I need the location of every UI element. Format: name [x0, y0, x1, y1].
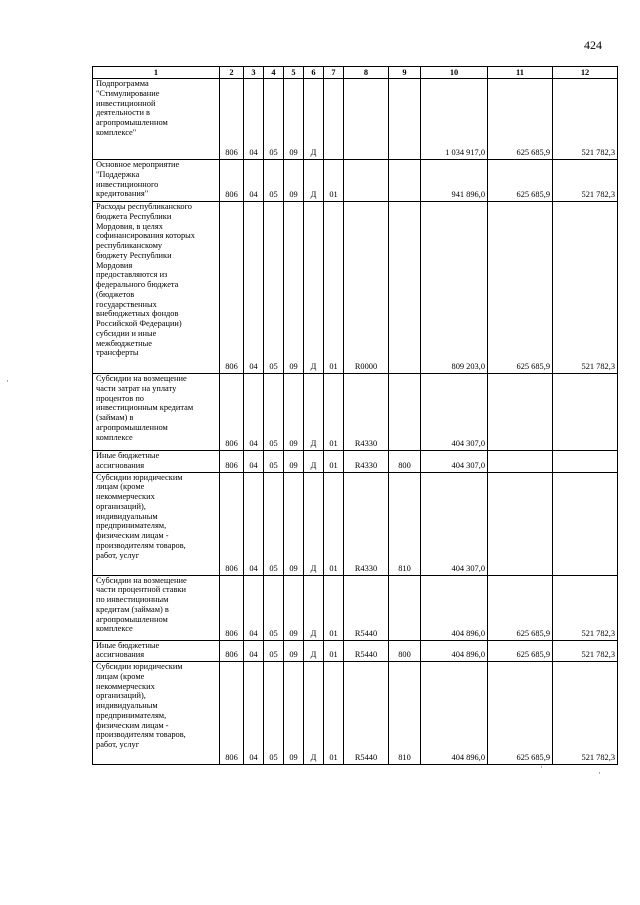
table-row	[93, 662, 618, 765]
description-line: агропромышленном	[96, 118, 168, 127]
description-line: лицам (кроме	[96, 482, 145, 492]
table-cell-c9: 800	[389, 640, 421, 662]
row-description	[93, 451, 220, 473]
table-cell-c2: 806	[220, 640, 244, 662]
table-cell-c11: 625 685,9	[488, 575, 553, 640]
description-line: Иные бюджетные	[96, 451, 160, 460]
table-cell-c8: R5440	[344, 662, 389, 765]
description-line: физическим лицам -	[96, 531, 169, 540]
description-line: деятельности в	[96, 108, 150, 118]
row-description	[93, 202, 220, 374]
column-header: 3	[244, 67, 264, 79]
description-line: предоставляются из	[96, 270, 168, 280]
table-cell-c3: 04	[244, 79, 264, 160]
description-line: комплексе	[96, 432, 133, 442]
table-cell-c8: R4330	[344, 451, 389, 473]
table-cell-c4: 05	[264, 640, 284, 662]
table-cell-c12: 521 782,3	[553, 202, 618, 374]
column-header: 6	[304, 67, 324, 79]
scan-speck: ·	[540, 762, 543, 772]
table-cell-c10: 404 307,0	[421, 374, 488, 451]
description-line: республиканскому	[96, 241, 163, 250]
table-cell-c7: 01	[324, 575, 344, 640]
table-cell-c6: Д	[304, 160, 324, 202]
row-description	[93, 160, 220, 202]
description-line: ассигнования	[96, 460, 145, 470]
table-cell-c4: 05	[264, 160, 284, 202]
description-line: производителям товаров,	[96, 730, 186, 740]
table-cell-c6: Д	[304, 374, 324, 451]
description-line: производителям товаров,	[96, 540, 186, 550]
table-cell-c10: 809 203,0	[421, 202, 488, 374]
description-line: инвестиционным кредитам	[96, 403, 194, 413]
column-header: 9	[389, 67, 421, 79]
table-cell-c9: 810	[389, 662, 421, 765]
table-cell-c6: Д	[304, 202, 324, 374]
table-cell-c3: 04	[244, 160, 264, 202]
table-cell-c7: 01	[324, 662, 344, 765]
table-cell-c2: 806	[220, 79, 244, 160]
description-line: некоммерческих	[96, 492, 155, 501]
description-line: лицам (кроме	[96, 671, 145, 681]
table-row	[93, 79, 618, 160]
description-line: субсидии и иные	[96, 328, 157, 338]
description-line: "Стимулирование	[96, 88, 160, 98]
column-header: 11	[488, 67, 553, 79]
table-cell-c9	[389, 202, 421, 374]
description-line: (займам) в	[96, 413, 134, 422]
budget-table	[92, 66, 618, 765]
description-line: организаций),	[96, 691, 146, 701]
table-cell-c2: 806	[220, 374, 244, 451]
description-line: некоммерческих	[96, 681, 155, 691]
table-cell-c8: R0000	[344, 202, 389, 374]
table-cell-c5: 09	[284, 451, 304, 473]
table-cell-c5: 09	[284, 575, 304, 640]
table-cell-c6: Д	[304, 79, 324, 160]
table-cell-c10: 404 896,0	[421, 640, 488, 662]
table-cell-c4: 05	[264, 374, 284, 451]
description-line: организаций),	[96, 501, 146, 511]
table-cell-c10: 404 896,0	[421, 662, 488, 765]
table-cell-c10: 404 307,0	[421, 472, 488, 575]
description-line: внебюджетных фондов	[96, 309, 179, 319]
table-cell-c11: 625 685,9	[488, 662, 553, 765]
description-line: бюджета Республики	[96, 211, 172, 221]
table-cell-c8: R5440	[344, 575, 389, 640]
table-cell-c6: Д	[304, 662, 324, 765]
table-cell-c6: Д	[304, 640, 324, 662]
table-cell-c11: 625 685,9	[488, 640, 553, 662]
table-cell-c8: R4330	[344, 472, 389, 575]
table-cell-c11	[488, 472, 553, 575]
table-cell-c12	[553, 451, 618, 473]
table-cell-c3: 04	[244, 640, 264, 662]
description-line: комплексе"	[96, 127, 137, 137]
scan-speck: ·	[6, 376, 9, 386]
description-line: агропромышленном	[96, 422, 168, 432]
table-cell-c3: 04	[244, 472, 264, 575]
table-cell-c12: 521 782,3	[553, 640, 618, 662]
table-cell-c9: 810	[389, 472, 421, 575]
column-header: 10	[421, 67, 488, 79]
description-line: Иные бюджетные	[96, 640, 160, 650]
row-description	[93, 374, 220, 451]
table-cell-c8	[344, 160, 389, 202]
table-cell-c9	[389, 79, 421, 160]
description-line: Подпрограмма	[96, 79, 149, 88]
table-cell-c12: 521 782,3	[553, 160, 618, 202]
table-cell-c3: 04	[244, 451, 264, 473]
column-header: 1	[93, 67, 220, 79]
description-line: предпринимателям,	[96, 710, 167, 720]
description-line: государственных	[96, 299, 157, 309]
table-cell-c11: 625 685,9	[488, 202, 553, 374]
table-cell-c10: 404 896,0	[421, 575, 488, 640]
column-header: 4	[264, 67, 284, 79]
description-line: комплексе	[96, 624, 133, 634]
table-cell-c9	[389, 374, 421, 451]
description-line: по инвестиционным	[96, 595, 169, 604]
table-cell-c10: 1 034 917,0	[421, 79, 488, 160]
table-cell-c12: 521 782,3	[553, 79, 618, 160]
table-cell-c2: 806	[220, 662, 244, 765]
row-description	[93, 575, 220, 640]
description-line: Мордовия, в целях	[96, 221, 163, 231]
table-cell-c11: 625 685,9	[488, 79, 553, 160]
description-line: инвестиционной	[96, 98, 156, 108]
table-cell-c5: 09	[284, 202, 304, 374]
description-line: агропромышленном	[96, 614, 168, 624]
table-cell-c4: 05	[264, 202, 284, 374]
table-cell-c6: Д	[304, 575, 324, 640]
description-line: Субсидии на возмещение	[96, 374, 187, 383]
table-cell-c2: 806	[220, 575, 244, 640]
table-cell-c12	[553, 374, 618, 451]
table-cell-c3: 04	[244, 662, 264, 765]
table-row	[93, 160, 618, 202]
table-cell-c7: 01	[324, 202, 344, 374]
description-line: индивидуальным	[96, 511, 158, 521]
table-cell-c8: R5440	[344, 640, 389, 662]
table-row	[93, 472, 618, 575]
description-line: бюджету Республики	[96, 250, 172, 260]
table-cell-c5: 09	[284, 662, 304, 765]
column-header: 2	[220, 67, 244, 79]
description-line: части затрат на уплату	[96, 383, 177, 393]
table-cell-c5: 09	[284, 374, 304, 451]
table-cell-c7	[324, 79, 344, 160]
row-description	[93, 662, 220, 765]
table-cell-c5: 09	[284, 640, 304, 662]
table-header-row	[93, 67, 618, 79]
table-cell-c7: 01	[324, 160, 344, 202]
description-line: ассигнования	[96, 650, 145, 660]
table-cell-c9	[389, 160, 421, 202]
description-line: (бюджетов	[96, 289, 135, 299]
table-cell-c10: 941 896,0	[421, 160, 488, 202]
description-line: работ, услуг	[96, 740, 140, 749]
description-line: кредитования"	[96, 189, 149, 199]
description-line: федерального бюджета	[96, 280, 179, 289]
table-row	[93, 451, 618, 473]
description-line: Расходы республиканского	[96, 202, 192, 211]
table-cell-c11: 625 685,9	[488, 160, 553, 202]
table-cell-c4: 05	[264, 472, 284, 575]
table-cell-c2: 806	[220, 202, 244, 374]
table-cell-c5: 09	[284, 472, 304, 575]
table-cell-c6: Д	[304, 451, 324, 473]
table-cell-c3: 04	[244, 575, 264, 640]
table-row	[93, 640, 618, 662]
table-cell-c7: 01	[324, 451, 344, 473]
description-line: кредитам (займам) в	[96, 604, 169, 614]
table-cell-c7: 01	[324, 472, 344, 575]
table-cell-c12: 521 782,3	[553, 662, 618, 765]
table-cell-c7: 01	[324, 640, 344, 662]
table-body	[93, 79, 618, 765]
description-line: межбюджетные	[96, 338, 152, 348]
row-description	[93, 472, 220, 575]
table-cell-c2: 806	[220, 451, 244, 473]
column-header: 5	[284, 67, 304, 79]
description-line: "Поддержка	[96, 169, 140, 179]
description-line: физическим лицам -	[96, 720, 169, 730]
table-cell-c11	[488, 451, 553, 473]
table-cell-c8: R4330	[344, 374, 389, 451]
description-line: инвестиционного	[96, 179, 159, 189]
row-description	[93, 640, 220, 662]
scan-speck: ·	[598, 768, 601, 778]
row-description	[93, 79, 220, 160]
table-cell-c4: 05	[264, 451, 284, 473]
table-cell-c4: 05	[264, 662, 284, 765]
table-cell-c8	[344, 79, 389, 160]
table-cell-c5: 09	[284, 79, 304, 160]
description-line: софинансирования которых	[96, 231, 195, 241]
table-cell-c4: 05	[264, 575, 284, 640]
table-cell-c9	[389, 575, 421, 640]
description-line: Субсидии на возмещение	[96, 575, 187, 585]
table-row	[93, 374, 618, 451]
table-cell-c11	[488, 374, 553, 451]
table-cell-c3: 04	[244, 202, 264, 374]
description-line: Основное мероприятие	[96, 160, 180, 169]
column-header: 8	[344, 67, 389, 79]
description-line: части процентной ставки	[96, 585, 187, 595]
table-cell-c3: 04	[244, 374, 264, 451]
column-header: 12	[553, 67, 618, 79]
description-line: предпринимателям,	[96, 521, 167, 531]
page-number: 424	[584, 38, 602, 52]
table-cell-c2: 806	[220, 472, 244, 575]
table-cell-c4: 05	[264, 79, 284, 160]
description-line: процентов по	[96, 393, 144, 403]
table-cell-c2: 806	[220, 160, 244, 202]
table-cell-c12	[553, 472, 618, 575]
table-row	[93, 575, 618, 640]
table-cell-c10: 404 307,0	[421, 451, 488, 473]
description-line: индивидуальным	[96, 701, 158, 710]
description-line: Субсидии юридическим	[96, 662, 183, 671]
description-line: Российской Федерации)	[96, 319, 182, 328]
table-cell-c7: 01	[324, 374, 344, 451]
table-cell-c9: 800	[389, 451, 421, 473]
description-line: Мордовия	[96, 260, 133, 270]
description-line: работ, услуг	[96, 550, 140, 560]
table-row	[93, 202, 618, 374]
table-cell-c12: 521 782,3	[553, 575, 618, 640]
description-line: трансферты	[96, 348, 139, 358]
table-cell-c6: Д	[304, 472, 324, 575]
description-line: Субсидии юридическим	[96, 472, 183, 482]
column-header: 7	[324, 67, 344, 79]
table-cell-c5: 09	[284, 160, 304, 202]
